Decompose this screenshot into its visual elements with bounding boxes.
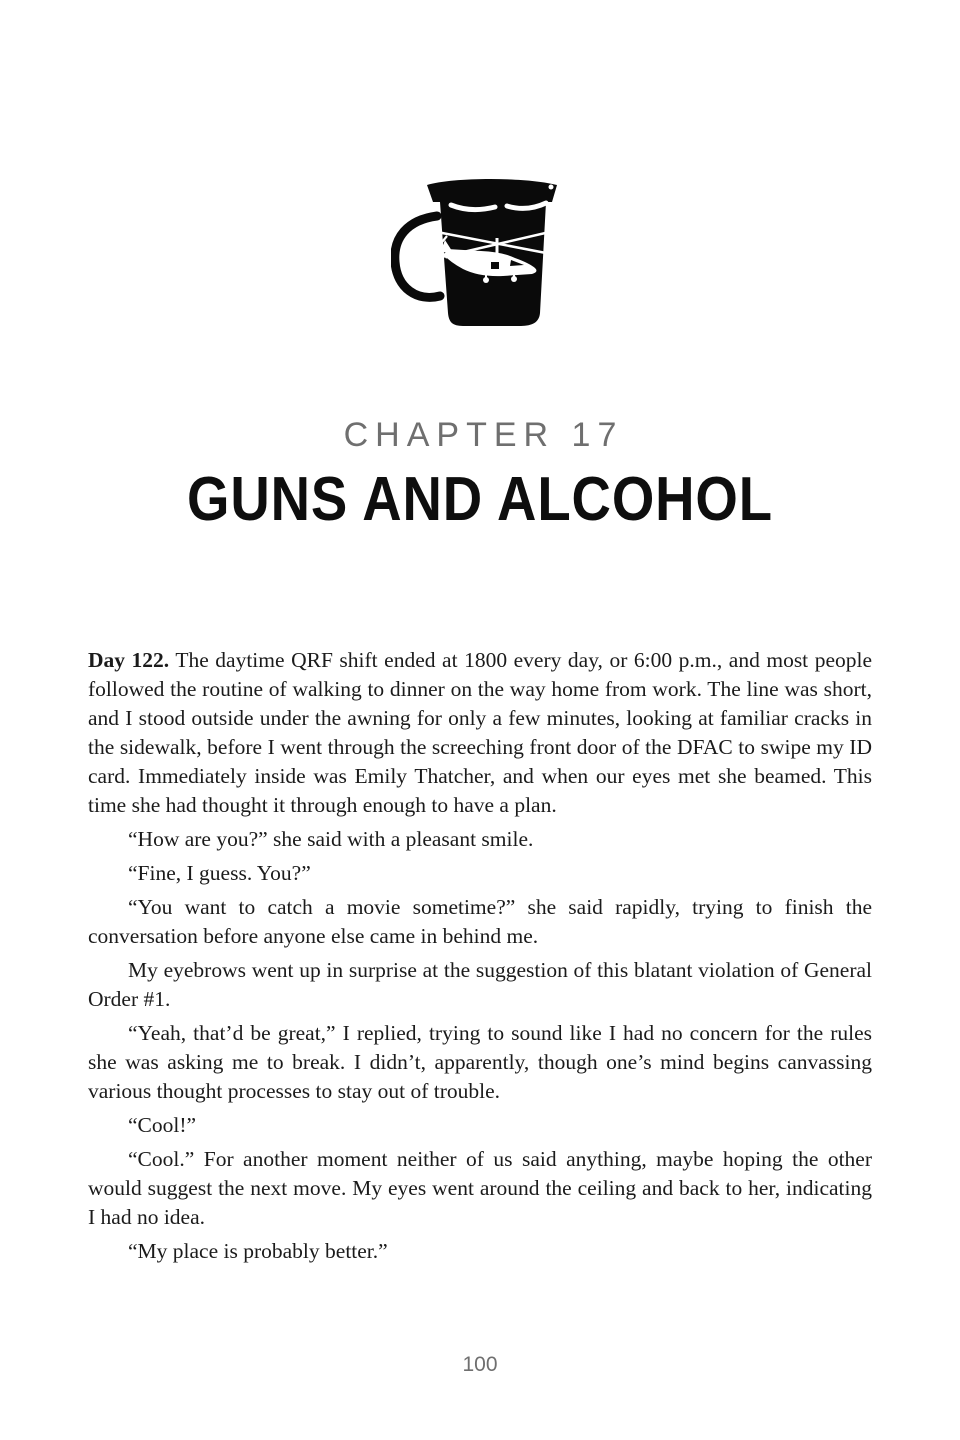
body-paragraph [88,646,872,820]
body-paragraph: “Fine, I guess. You?” [128,861,311,885]
page-number: 100 [462,1353,498,1376]
body-paragraph: My eyebrows went up in surprise at the suggestion of this blatant violation of General Order #1. [88,958,872,1011]
body-paragraph: “How are you?” she said with a pleasant smile. [128,827,534,851]
chapter-title: GUNS AND ALCOHOL [187,465,773,534]
body-paragraph: “My place is probably better.” [128,1239,388,1263]
body-paragraph: “You want to catch a movie sometime?” she said rapidly, trying to finish the conversation before anyone else came in behind me. [88,895,872,948]
day-label: Day 122. [88,648,170,672]
body-text [88,646,872,1271]
mug-helicopter-illustration [391,174,565,332]
body-paragraph: “Yeah, that’d be great,” I replied, trying to sound like I had no concern for the rules she was asking me to break. I didn’t, apparently, though one’s mind begins canvassing various thought processes to stay out of trouble. [88,1021,872,1103]
chapter-label: CHAPTER 17 [343,416,624,454]
body-paragraph: “Cool.” For another moment neither of us said anything, maybe hoping the other would suggest the next move. My eyes went around the ceiling and back to her, indicating I had no idea. [88,1147,872,1229]
mug-icon [391,174,565,332]
paragraph-text: The daytime QRF shift ended at 1800 every day, or 6:00 p.m., and most people followed the routine of walking to dinner on the way home from work. The line was short, and I stood outside under the awning for only a few minutes, looking at familiar cracks in the sidewalk, before I went through the screeching front door of the DFAC to swipe my ID card. Immediately inside was Emily Thatcher, and when our eyes met she beamed. This time she had thought it through enough to have a plan. [88,648,872,817]
body-paragraph: “Cool!” [128,1113,197,1137]
